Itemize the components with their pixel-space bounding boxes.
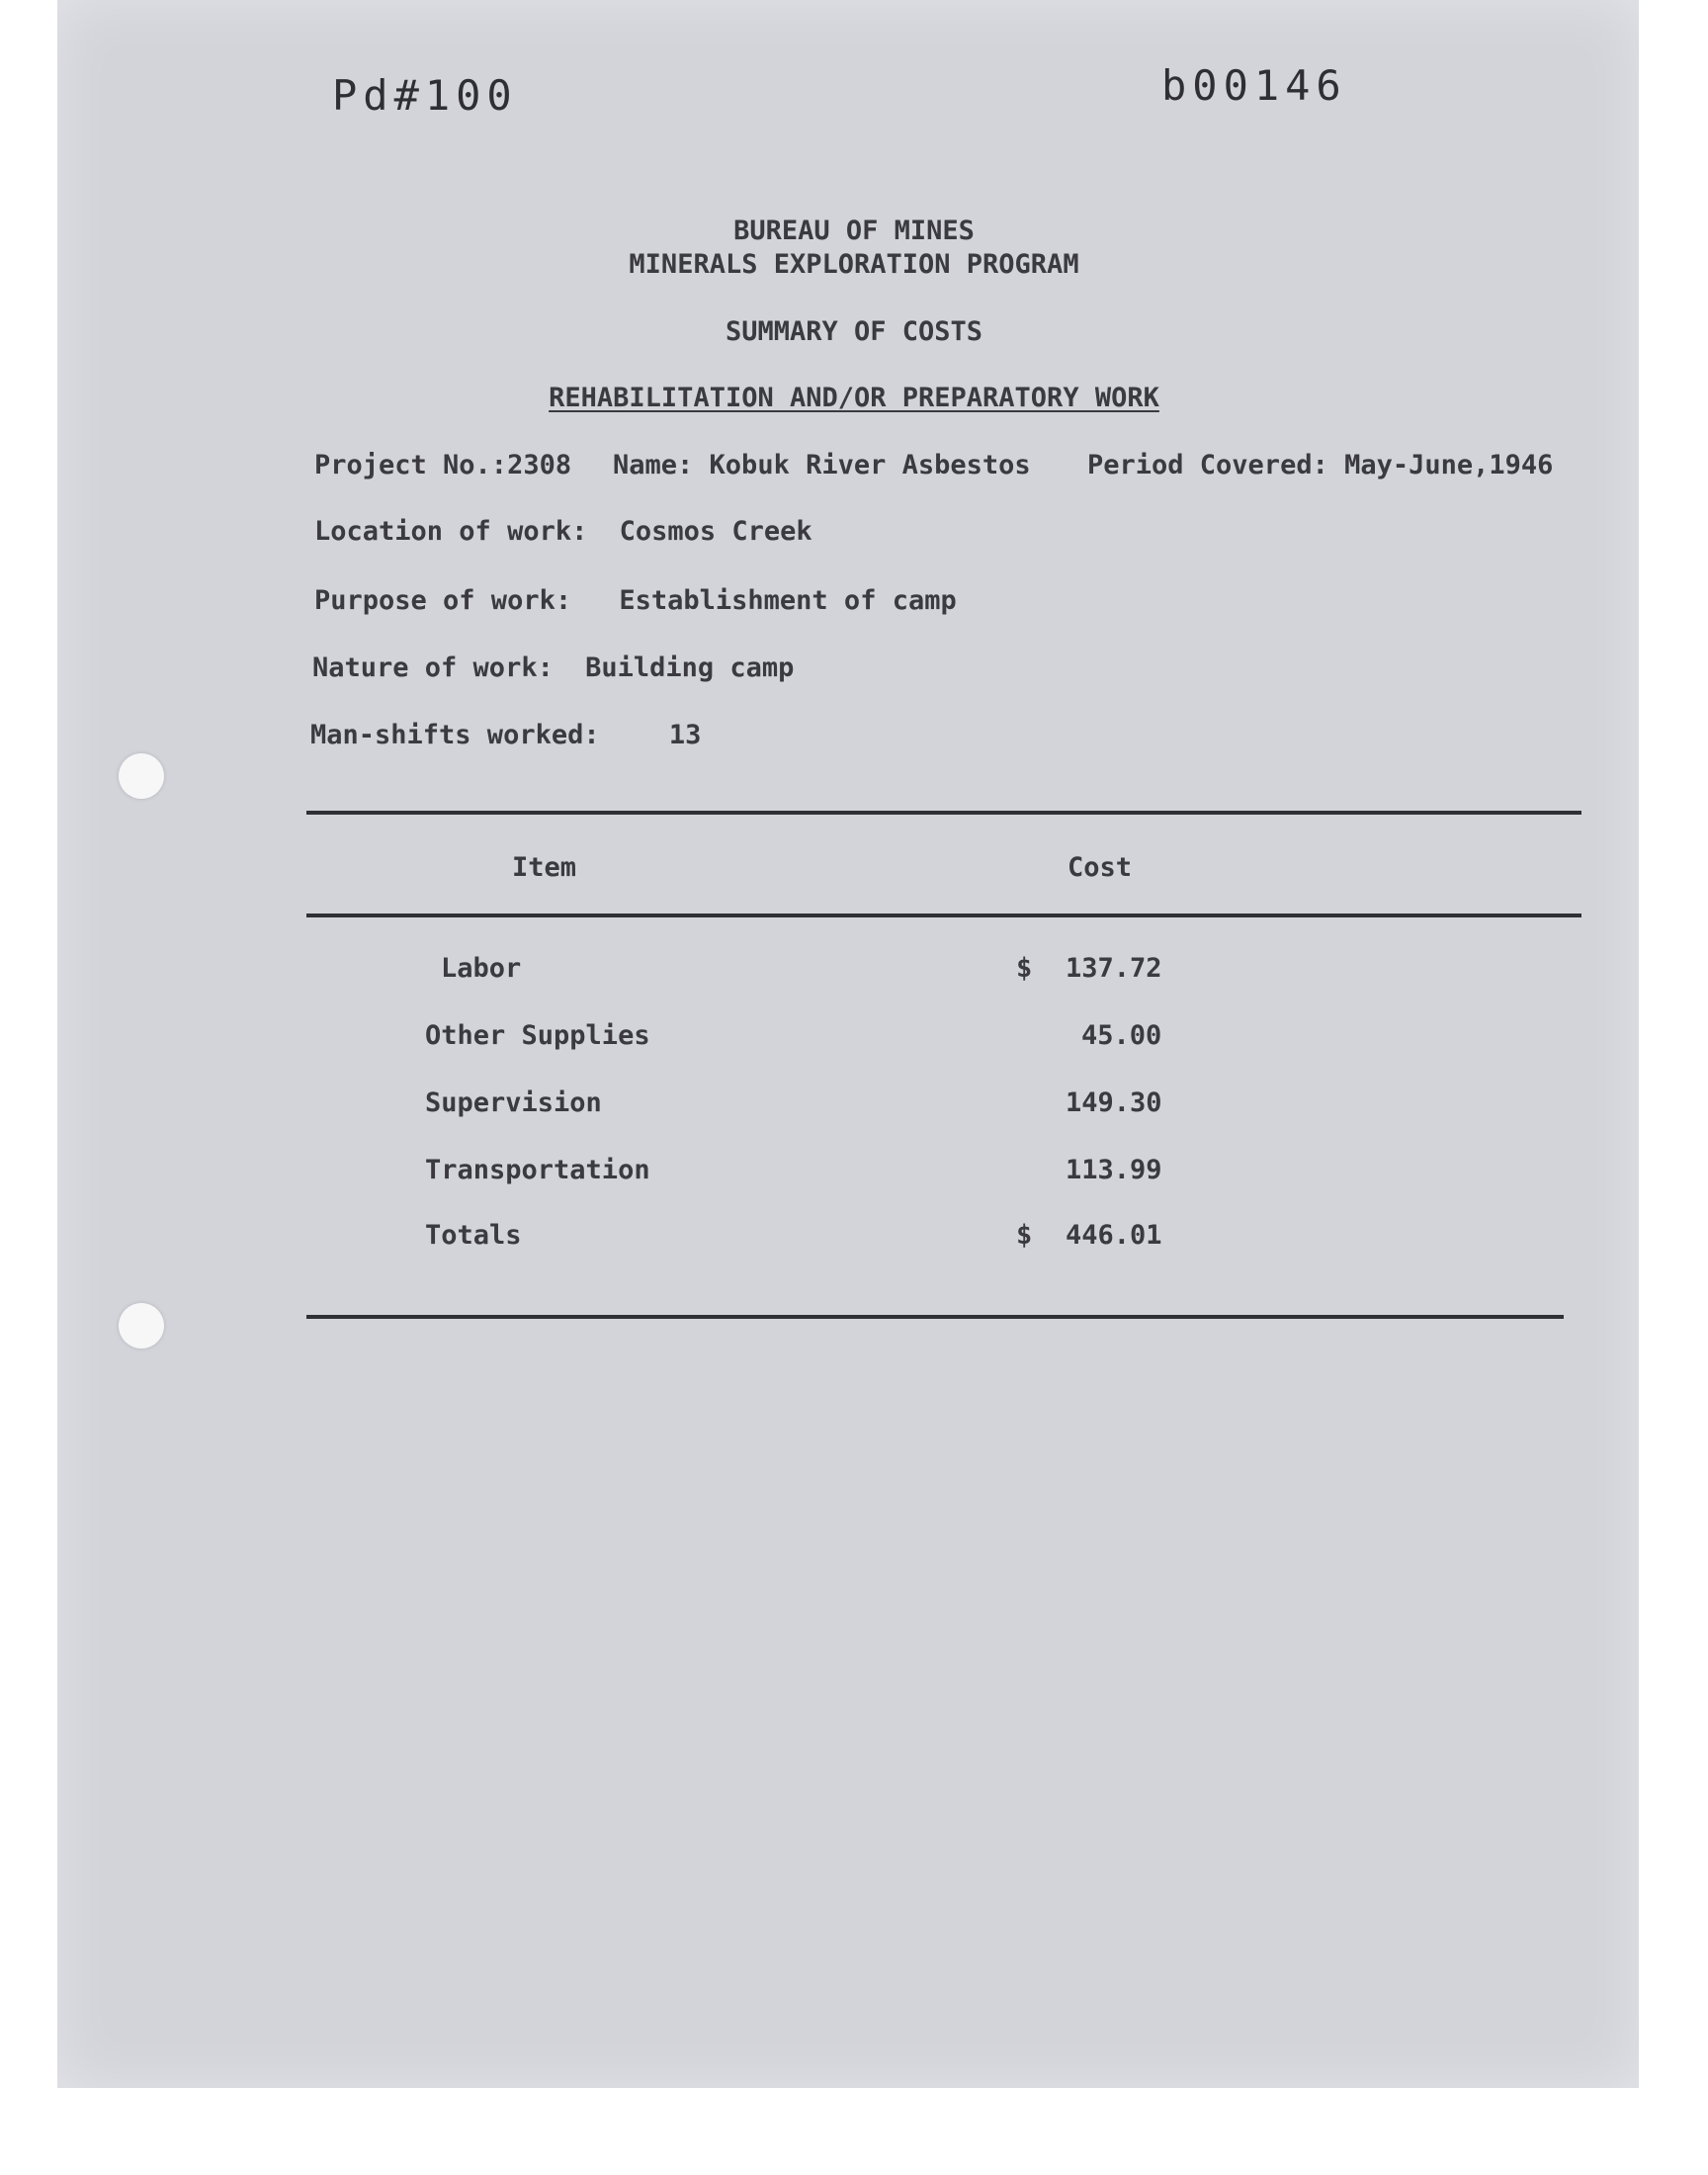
row-item-label: Other Supplies: [425, 1020, 650, 1051]
manshifts-value: 13: [668, 720, 702, 750]
document-page: [57, 0, 1639, 2088]
header-program: MINERALS EXPLORATION PROGRAM: [629, 249, 1079, 280]
header-bottom-rule: [306, 914, 1581, 917]
period-label: Period Covered:: [1087, 450, 1328, 480]
row-dollar-sign: $: [1016, 953, 1033, 984]
column-header-cost: Cost: [1068, 852, 1133, 883]
location-value: Cosmos Creek: [619, 516, 812, 547]
nature-value: Building camp: [585, 652, 795, 683]
nature-label: Nature of work:: [312, 652, 554, 683]
row-cost-value: 137.72: [1066, 953, 1162, 984]
header-section: [0, 383, 1708, 413]
project-number-row: [314, 450, 571, 480]
project-name-label: Name:: [613, 450, 694, 480]
manshifts-label: Man-shifts worked:: [310, 720, 600, 750]
column-header-item: Item: [512, 852, 577, 883]
purpose-value: Establishment of camp: [619, 585, 957, 616]
row-item-label: Transportation: [425, 1155, 650, 1185]
row-cost-value: 149.30: [1066, 1088, 1162, 1118]
totals-label: Totals: [425, 1220, 522, 1251]
row-item-label: Labor: [441, 953, 522, 984]
period-row: [1087, 450, 1553, 480]
project-number-label: Project No.:: [314, 450, 508, 480]
section-title: REHABILITATION AND/OR PREPARATORY WORK: [549, 383, 1159, 413]
punch-hole-lower: [119, 1303, 164, 1348]
purpose-row: [314, 585, 957, 616]
project-number: 2308: [507, 450, 572, 480]
header-summary: SUMMARY OF COSTS: [725, 316, 983, 347]
manshifts-row: [310, 720, 701, 750]
punch-hole-upper: [119, 753, 164, 799]
location-row: [314, 516, 812, 547]
totals-dollar-sign: $: [1016, 1220, 1033, 1251]
purpose-label: Purpose of work:: [314, 585, 572, 616]
totals-value: 446.01: [1066, 1220, 1162, 1251]
stamp-right: b00146: [1161, 61, 1347, 110]
project-name-row: [613, 450, 1031, 480]
header-bureau: BUREAU OF MINES: [733, 216, 975, 246]
nature-row: [312, 652, 794, 683]
project-name: Kobuk River Asbestos: [709, 450, 1031, 480]
table-bottom-rule: [306, 1315, 1564, 1319]
period-value: May-June,1946: [1344, 450, 1554, 480]
row-cost-value: 113.99: [1066, 1155, 1162, 1185]
stamp-left: Pd#100: [332, 71, 518, 120]
table-top-rule: [306, 811, 1581, 815]
location-label: Location of work:: [314, 516, 588, 547]
row-item-label: Supervision: [425, 1088, 602, 1118]
row-cost-value: 45.00: [1081, 1020, 1162, 1051]
